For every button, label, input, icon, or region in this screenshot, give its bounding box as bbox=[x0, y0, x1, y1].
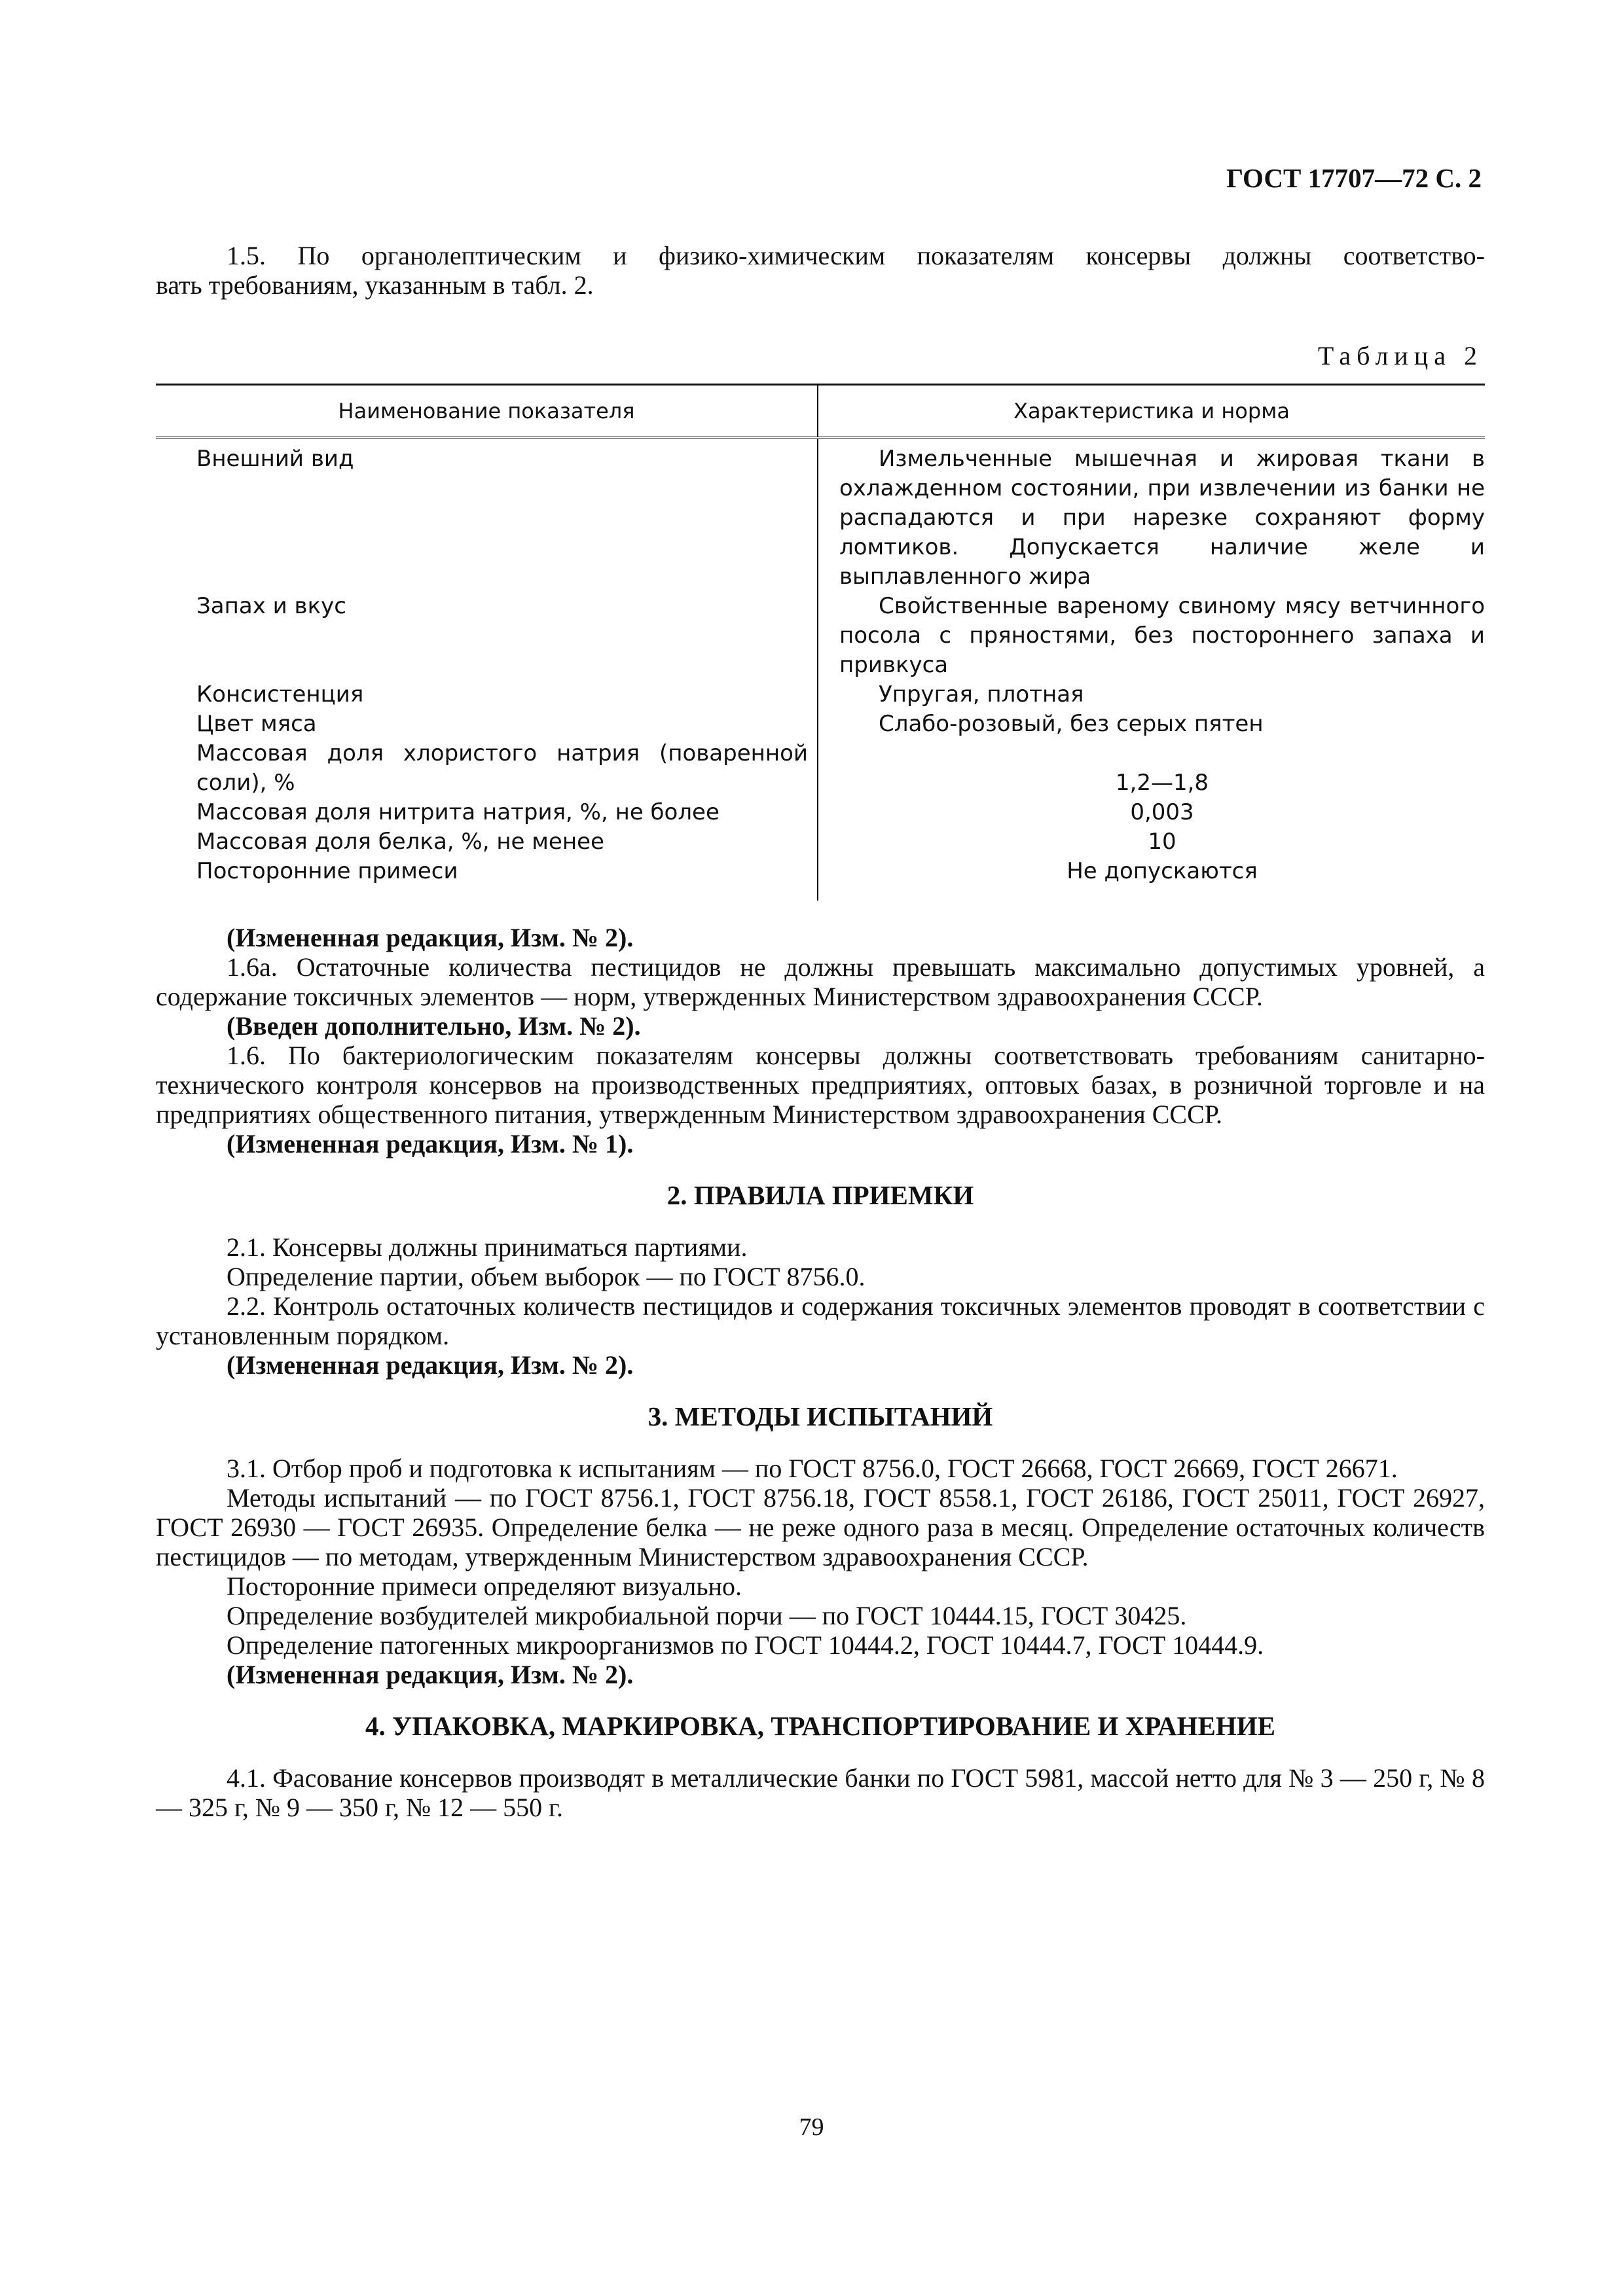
table-cell-value: Свойственные вареному свиному мясу ветчинного посола с пряностями, без постороннего запаха и привкуса bbox=[839, 593, 1485, 678]
paragraph-1-5-line-2: вать требованиям, указанным в табл. 2. bbox=[156, 270, 594, 300]
table-row bbox=[156, 798, 1485, 827]
amendment-note: (Измененная редакция, Изм. № 2). bbox=[227, 1350, 634, 1380]
body-text bbox=[156, 923, 1485, 1822]
table-cell-value: 1,2—1,8 bbox=[1115, 770, 1209, 796]
paragraph-4-1: 4.1. Фасование консервов производят в металлические банки по ГОСТ 5981, массой нетто для № 3 — 250 г, № 8 — 325 г, № 9 — 350 г, № 12 — 550 г. bbox=[156, 1763, 1485, 1822]
table-row bbox=[156, 592, 1485, 680]
table-cell-value: 0,003 bbox=[1130, 799, 1194, 825]
table-cell-name: Внешний вид bbox=[196, 446, 354, 472]
paragraph-3-1-b: Методы испытаний — по ГОСТ 8756.1, ГОСТ 8756.18, ГОСТ 8558.1, ГОСТ 26186, ГОСТ 25011, ГОСТ 26927, ГОСТ 26930 — ГОСТ 26935. Определение белка — не реже одного раза в месяц. Определение остаточных количеств пестицидов — по методам, утвержденным Министерством здравоохранения СССР. bbox=[156, 1483, 1485, 1571]
table-cell-name: Массовая доля нитрита натрия, %, не более bbox=[196, 799, 720, 825]
table-cell-name: Консистенция bbox=[196, 681, 364, 708]
table-header-name: Наименование показателя bbox=[156, 385, 818, 439]
document-reference: ГОСТ 17707—72 С. 2 bbox=[1226, 163, 1482, 193]
table-row bbox=[156, 857, 1485, 901]
table-cell-name: Массовая доля белка, %, не менее bbox=[196, 829, 604, 855]
amendment-note: (Введен дополнительно, Изм. № 2). bbox=[227, 1011, 641, 1041]
table-row bbox=[156, 680, 1485, 709]
paragraph-3-1-e: Определение патогенных микроорганизмов по ГОСТ 10444.2, ГОСТ 10444.7, ГОСТ 10444.9. bbox=[227, 1630, 1264, 1660]
section-2-title: 2. ПРАВИЛА ПРИЕМКИ bbox=[666, 1180, 974, 1210]
section-3-title: 3. МЕТОДЫ ИСПЫТАНИЙ bbox=[647, 1401, 993, 1431]
table-cell-value: Не допускаются bbox=[1067, 858, 1258, 884]
table-header-value: Характеристика и норма bbox=[818, 385, 1485, 439]
paragraph-3-1-d: Определение возбудителей микробиальной порчи — по ГОСТ 10444.15, ГОСТ 30425. bbox=[227, 1601, 1187, 1630]
paragraph-1-6: 1.6. По бактериологическим показателям консервы должны соответствовать требованиям санитарно-технического контроля консервов на производственных предприятиях, оптовых базах, в розничной торговле и на предприятиях общественного питания, утвержденным Министерством здравоохранения СССР. bbox=[156, 1041, 1485, 1129]
table-row bbox=[156, 827, 1485, 857]
table-cell-value: 10 bbox=[1148, 829, 1176, 855]
table-cell-name: Массовая доля хлористого натрия (поваренной соли), % bbox=[196, 740, 808, 796]
table-2 bbox=[156, 384, 1485, 901]
paragraph-3-1-c: Посторонние примеси определяют визуально. bbox=[227, 1571, 742, 1601]
table-cell-name: Посторонние примеси bbox=[196, 858, 458, 884]
amendment-note: (Измененная редакция, Изм. № 1). bbox=[227, 1129, 634, 1158]
table-cell-name: Запах и вкус bbox=[196, 593, 346, 619]
paragraph-3-1: 3.1. Отбор проб и подготовка к испытаниям — по ГОСТ 8756.0, ГОСТ 26668, ГОСТ 26669, ГОСТ 26671. bbox=[227, 1454, 1398, 1483]
table-cell-name: Цвет мяса bbox=[196, 711, 317, 737]
table-row bbox=[156, 739, 1485, 798]
paragraph-2-2: 2.2. Контроль остаточных количеств пестицидов и содержания токсичных элементов проводят в соответствии с установленным порядком. bbox=[156, 1291, 1485, 1350]
table-row bbox=[156, 709, 1485, 739]
amendment-note: (Измененная редакция, Изм. № 2). bbox=[227, 1660, 634, 1689]
paragraph-2-1: 2.1. Консервы должны приниматься партиями. bbox=[227, 1232, 748, 1262]
table-header-row bbox=[156, 385, 1485, 439]
paragraph-1-6a: 1.6а. Остаточные количества пестицидов не должны превышать максимально допустимых уровней, а содержание токсичных элементов — норм, утвержденных Министерством здравоохранения СССР. bbox=[156, 952, 1485, 1011]
table-cell-value: Измельченные мышечная и жировая ткани в охлажденном состоянии, при извлечении из банки не распадаются и при нарезке сохраняют форму ломтиков. Допускается наличие желе и выплавленного жира bbox=[839, 446, 1485, 590]
amendment-note: (Измененная редакция, Изм. № 2). bbox=[227, 923, 634, 952]
paragraph-1-5 bbox=[156, 241, 1485, 300]
table-cell-value: Упругая, плотная bbox=[879, 681, 1084, 708]
paragraph-2-1-b: Определение партии, объем выборок — по ГОСТ 8756.0. bbox=[227, 1262, 866, 1291]
table-cell-value: Слабо-розовый, без серых пятен bbox=[879, 711, 1264, 737]
table-row bbox=[156, 438, 1485, 592]
paragraph-1-5-line-1: 1.5. По органолептическим и физико-химическим показателям консервы должны соответство- bbox=[227, 241, 1485, 270]
page-number: 79 bbox=[799, 2113, 824, 2141]
section-4-title: 4. УПАКОВКА, МАРКИРОВКА, ТРАНСПОРТИРОВАНИЕ И ХРАНЕНИЕ bbox=[365, 1711, 1276, 1741]
table-caption: Таблица 2 bbox=[1317, 341, 1483, 370]
